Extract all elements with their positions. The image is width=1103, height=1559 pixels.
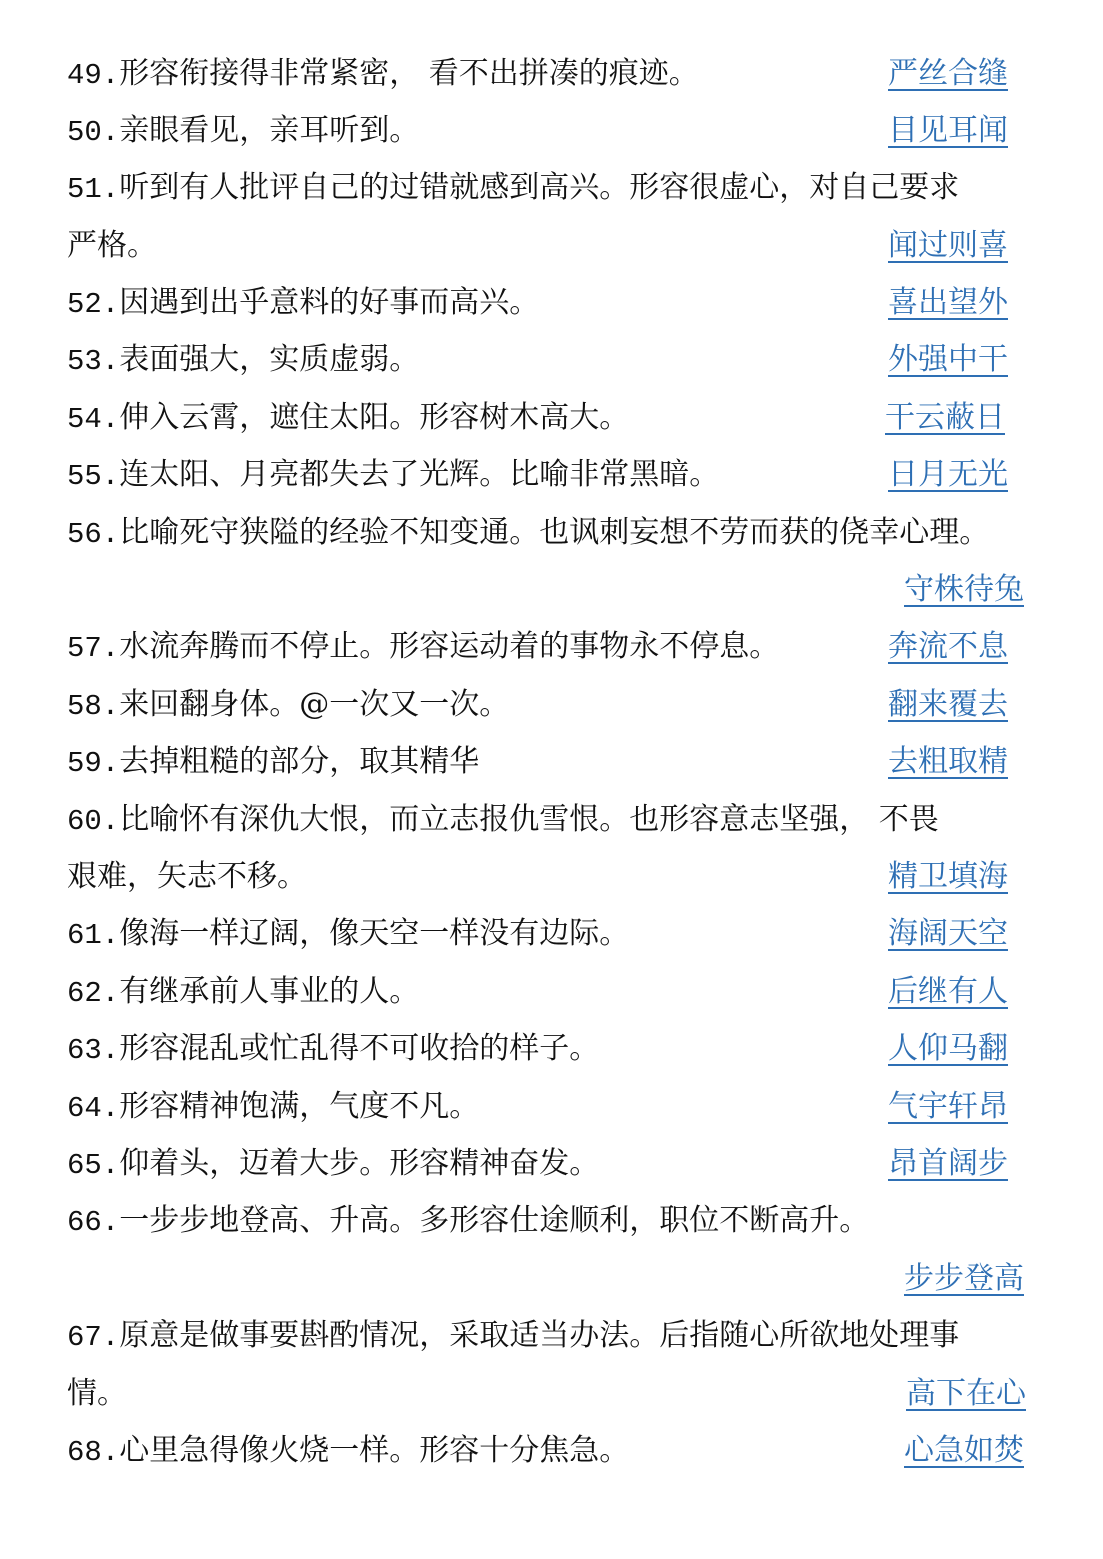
entry-51-answer-link[interactable]: 闻过则喜 [888, 228, 1008, 263]
entry-66-answer-link[interactable]: 步步登高 [904, 1261, 1024, 1296]
entry-55-line-1: 55.连太阳、月亮都失去了光辉。比喻非常黑暗。 [67, 457, 720, 493]
entry-56-line-1: 56.比喻死守狭隘的经验不知变通。也讽刺妄想不劳而获的侥幸心理。 [67, 515, 990, 551]
entry-58-line-1: 58.来回翻身体。@一次又一次。 [67, 687, 510, 723]
entry-63-line-1: 63.形容混乱或忙乱得不可收拾的样子。 [67, 1031, 600, 1067]
entry-53-line-1: 53.表面强大，实质虚弱。 [67, 342, 420, 378]
entry-50-line-1: 50.亲眼看见，亲耳听到。 [67, 113, 420, 149]
entry-49-line-1: 49.形容衔接得非常紧密， 看不出拼凑的痕迹。 [67, 56, 699, 92]
entry-51-line-1: 51.听到有人批评自己的过错就感到高兴。形容很虚心，对自己要求 [67, 170, 960, 206]
entry-54-answer-link[interactable]: 干云蔽日 [885, 400, 1005, 435]
entry-59-answer-link[interactable]: 去粗取精 [888, 744, 1008, 779]
entry-61-line-1: 61.像海一样辽阔，像天空一样没有边际。 [67, 916, 630, 952]
entry-54-line-1: 54.伸入云霄，遮住太阳。形容树木高大。 [67, 400, 630, 436]
entry-60-line-2: 艰难，矢志不移。 [67, 859, 307, 894]
entry-64-answer-link[interactable]: 气宇轩昂 [888, 1089, 1008, 1124]
entry-57-line-1: 57.水流奔腾而不停止。形容运动着的事物永不停息。 [67, 629, 780, 665]
entry-67-answer-link[interactable]: 高下在心 [906, 1376, 1026, 1411]
entry-59-line-1: 59.去掉粗糙的部分，取其精华 [67, 744, 480, 780]
entry-52-line-1: 52.因遇到出乎意料的好事而高兴。 [67, 285, 540, 321]
entry-53-answer-link[interactable]: 外强中干 [888, 342, 1008, 377]
entry-62-answer-link[interactable]: 后继有人 [888, 974, 1008, 1009]
entry-55-answer-link[interactable]: 日月无光 [888, 457, 1008, 492]
entry-52-answer-link[interactable]: 喜出望外 [888, 285, 1008, 320]
entry-61-answer-link[interactable]: 海阔天空 [888, 916, 1008, 951]
entry-68-line-1: 68.心里急得像火烧一样。形容十分焦急。 [67, 1433, 630, 1469]
entry-66-line-1: 66.一步步地登高、升高。多形容仕途顺利，职位不断高升。 [67, 1203, 870, 1239]
entry-67-line-2: 情。 [67, 1376, 127, 1411]
entry-65-line-1: 65.仰着头，迈着大步。形容精神奋发。 [67, 1146, 600, 1182]
entry-57-answer-link[interactable]: 奔流不息 [888, 629, 1008, 664]
entry-50-answer-link[interactable]: 目见耳闻 [888, 113, 1008, 148]
entry-67-line-1: 67.原意是做事要斟酌情况，采取适当办法。后指随心所欲地处理事 [67, 1318, 960, 1354]
entry-58-answer-link[interactable]: 翻来覆去 [888, 687, 1008, 722]
entry-62-line-1: 62.有继承前人事业的人。 [67, 974, 420, 1010]
entry-56-answer-link[interactable]: 守株待兔 [904, 572, 1024, 607]
entry-60-line-1: 60.比喻怀有深仇大恨，而立志报仇雪恨。也形容意志坚强， 不畏 [67, 802, 939, 838]
entry-64-line-1: 64.形容精神饱满，气度不凡。 [67, 1089, 480, 1125]
entry-65-answer-link[interactable]: 昂首阔步 [888, 1146, 1008, 1181]
entry-60-answer-link[interactable]: 精卫填海 [888, 859, 1008, 894]
entry-51-line-2: 严格。 [67, 228, 157, 263]
entry-49-answer-link[interactable]: 严丝合缝 [888, 56, 1008, 91]
entry-68-answer-link[interactable]: 心急如焚 [904, 1433, 1024, 1468]
entry-63-answer-link[interactable]: 人仰马翻 [888, 1031, 1008, 1066]
